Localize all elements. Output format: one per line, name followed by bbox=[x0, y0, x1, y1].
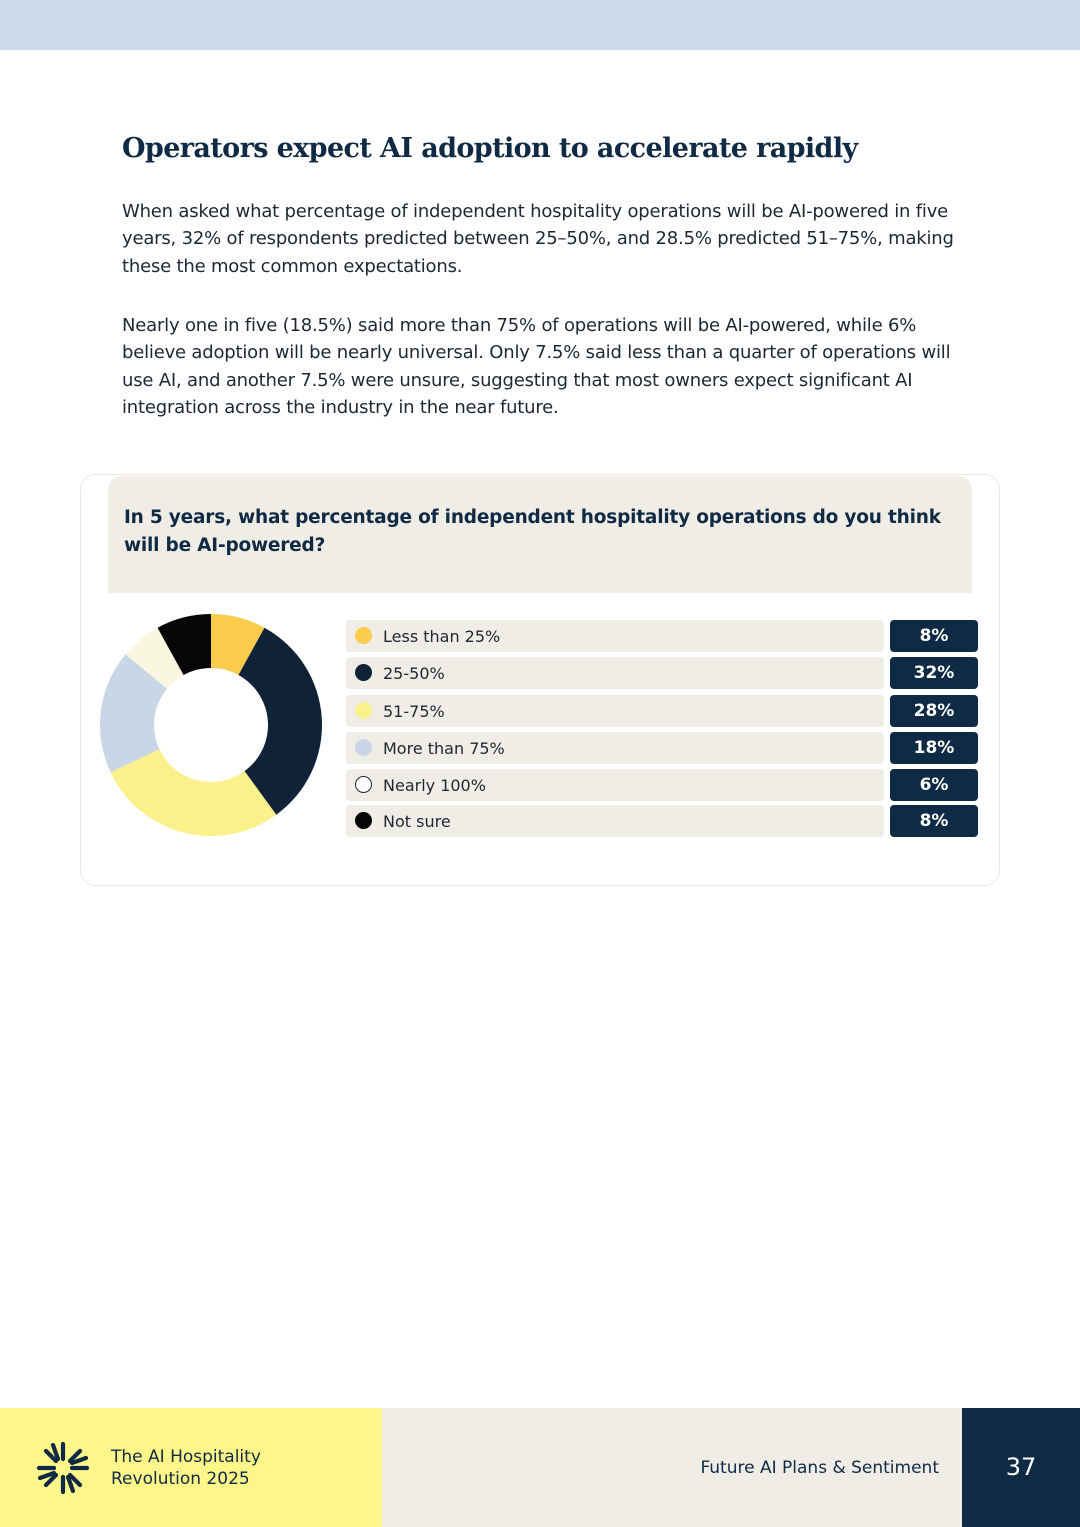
legend-value-not-sure: 8% bbox=[890, 805, 978, 837]
page-heading: Operators expect AI adoption to accelerate rapidly bbox=[122, 133, 858, 164]
legend-swatch-nearly-100 bbox=[355, 776, 372, 793]
legend-value-nearly-100: 6% bbox=[890, 769, 978, 801]
intro-paragraph-1: When asked what percentage of independent hospitality operations will be AI-powered in five years, 32% of respondents predicted between 25–50%, and 28.5% predicted 51–75%, making these the most common expectations. bbox=[122, 201, 954, 277]
legend-bar bbox=[346, 620, 884, 652]
legend-bar bbox=[346, 657, 884, 689]
legend-swatch-more-than-75 bbox=[355, 739, 372, 756]
legend-row-not-sure bbox=[346, 805, 980, 837]
donut-slice-51-75 bbox=[111, 749, 277, 836]
legend-row-more-than-75 bbox=[346, 732, 980, 764]
legend-swatch-25-50 bbox=[355, 664, 372, 681]
footer-brand-line-2: Revolution 2025 bbox=[111, 1469, 250, 1489]
legend-label-not-sure: Not sure bbox=[383, 812, 451, 831]
legend-label-25-50: 25-50% bbox=[383, 664, 445, 683]
legend-value-51-75: 28% bbox=[890, 695, 978, 727]
legend-swatch-not-sure bbox=[355, 812, 372, 829]
legend-swatch-less-than-25 bbox=[355, 627, 372, 644]
intro-paragraph-2: Nearly one in five (18.5%) said more than 75% of operations will be AI-powered, while 6% believe adoption will be nearly universal. Only 7.5% said less than a quarter of operations will use AI, and another 7.5% were unsure, suggesting that most owners expect significant AI integration across the industry in the near future. bbox=[122, 315, 951, 418]
legend-bar bbox=[346, 695, 884, 727]
legend-bar bbox=[346, 769, 884, 801]
top-band bbox=[0, 0, 1080, 50]
legend-label-less-than-25: Less than 25% bbox=[383, 627, 501, 646]
legend-row-25-50 bbox=[346, 657, 980, 689]
legend-value-more-than-75: 18% bbox=[890, 732, 978, 764]
page-number: 37 bbox=[1005, 1453, 1037, 1481]
footer-section-title: Future AI Plans & Sentiment bbox=[700, 1458, 939, 1478]
legend-row-less-than-25 bbox=[346, 620, 980, 652]
legend-label-nearly-100: Nearly 100% bbox=[383, 776, 486, 795]
sunburst-logo-icon bbox=[34, 1439, 92, 1497]
legend-label-51-75: 51-75% bbox=[383, 702, 445, 721]
footer-brand-line-1: The AI Hospitality bbox=[111, 1447, 261, 1467]
footer bbox=[0, 1408, 1080, 1527]
legend-value-less-than-25: 8% bbox=[890, 620, 978, 652]
legend-row-nearly-100 bbox=[346, 769, 980, 801]
legend-bar bbox=[346, 732, 884, 764]
legend-swatch-51-75 bbox=[355, 702, 372, 719]
chart-question: In 5 years, what percentage of independent hospitality operations do you think will be AI-powered? bbox=[124, 507, 941, 556]
legend-label-more-than-75: More than 75% bbox=[383, 739, 505, 758]
footer-brand bbox=[111, 1446, 261, 1490]
donut-chart bbox=[100, 614, 322, 836]
legend-value-25-50: 32% bbox=[890, 657, 978, 689]
legend-row-51-75 bbox=[346, 695, 980, 727]
legend-bar bbox=[346, 805, 884, 837]
